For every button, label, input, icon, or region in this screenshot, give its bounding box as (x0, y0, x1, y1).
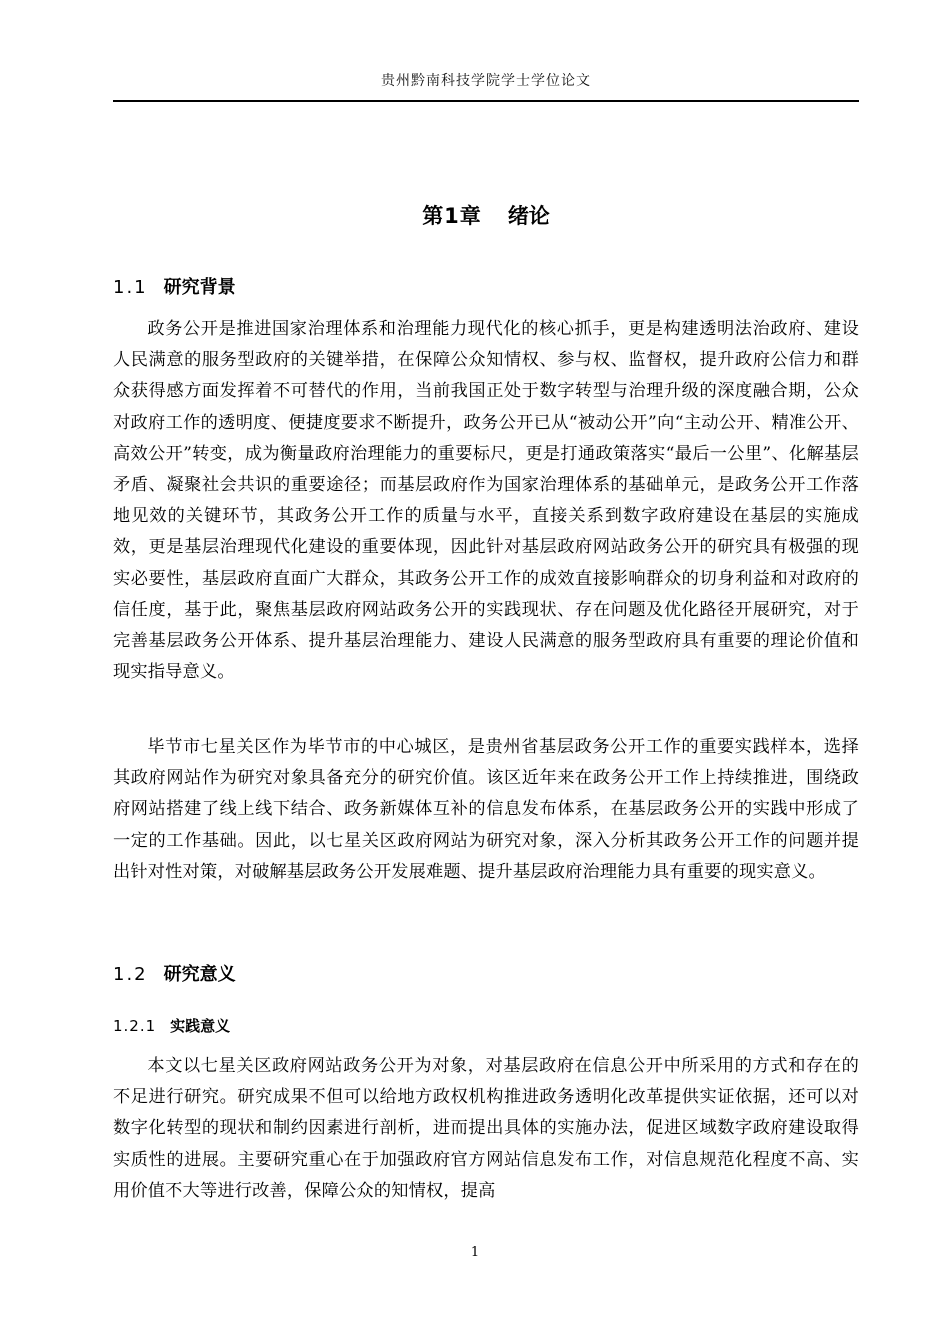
section-title: 研究意义 (163, 964, 236, 985)
chapter-number: 第1章 (422, 204, 482, 228)
body-paragraph: 政务公开是推进国家治理体系和治理能力现代化的核心抓手，更是构建透明法治政府、建设人民满意的服务型政府的关键举措，在保障公众知情权、参与权、监督权，提升政府公信力和群众获得感方面发挥着不可替代的作用，当前我国正处于数字转型与治理升级的深度融合期，公众对政府工作的透明度、便捷度要求不断提升，政务公开已从“被动公开”向“主动公开、精准公开、高效公开”转变，成为衡量政府治理能力的重要标尺，更是打通政策落实“最后一公里”、化解基层矛盾、凝聚社会共识的重要途径；而基层政府作为国家治理体系的基础单元，是政务公开工作落地见效的关键环节，其政务公开工作的质量与水平，直接关系到数字政府建设在基层的实施成效，更是基层治理现代化建设的重要体现，因此针对基层政府网站政务公开的研究具有极强的现实必要性，基层政府直面广大群众，其政务公开工作的成效直接影响群众的切身利益和对政府的信任度，基于此，聚焦基层政府网站政务公开的实践现状、存在问题及优化路径开展研究，对于完善基层政务公开体系、提升基层治理能力、建设人民满意的服务型政府具有重要的理论价值和现实指导意义。 (113, 319, 859, 683)
chapter-name: 绪论 (507, 204, 550, 228)
header-rule (113, 100, 859, 102)
page-number: 1 (470, 1245, 480, 1260)
section-heading-1-2 (113, 960, 236, 986)
running-header: 贵州黔南科技学院学士学位论文 (381, 73, 591, 89)
chapter-title (113, 200, 859, 230)
section-heading-1-1 (113, 273, 236, 299)
subsection-number: 1.2.1 (113, 1017, 157, 1035)
section-title: 研究背景 (163, 277, 236, 298)
section-number: 1.1 (113, 277, 148, 298)
subsection-title: 实践意义 (170, 1017, 231, 1035)
subsection-heading-1-2-1 (113, 1015, 230, 1036)
section-number: 1.2 (113, 964, 148, 985)
body-paragraph: 本文以七星关区政府网站政务公开为对象，对基层政府在信息公开中所采用的方式和存在的不足进行研究。研究成果不但可以给地方政权机构推进政务透明化改革提供实证依据，还可以对数字化转型的现状和制约因素进行剖析，进而提出具体的实施办法，促进区域数字政府建设取得实质性的进展。主要研究重心在于加强政府官方网站信息发布工作，对信息规范化程度不高、实用价值不大等进行改善，保障公众的知情权，提高 (113, 1056, 859, 1201)
body-paragraph: 毕节市七星关区作为毕节市的中心城区，是贵州省基层政务公开工作的重要实践样本，选择其政府网站作为研究对象具备充分的研究价值。该区近年来在政务公开工作上持续推进，围绕政府网站搭建了线上线下结合、政务新媒体互补的信息发布体系，在基层政务公开的实践中形成了一定的工作基础。因此，以七星关区政府网站为研究对象，深入分析其政务公开工作的问题并提出针对性对策，对破解基层政务公开发展难题、提升基层政府治理能力具有重要的现实意义。 (113, 737, 859, 882)
